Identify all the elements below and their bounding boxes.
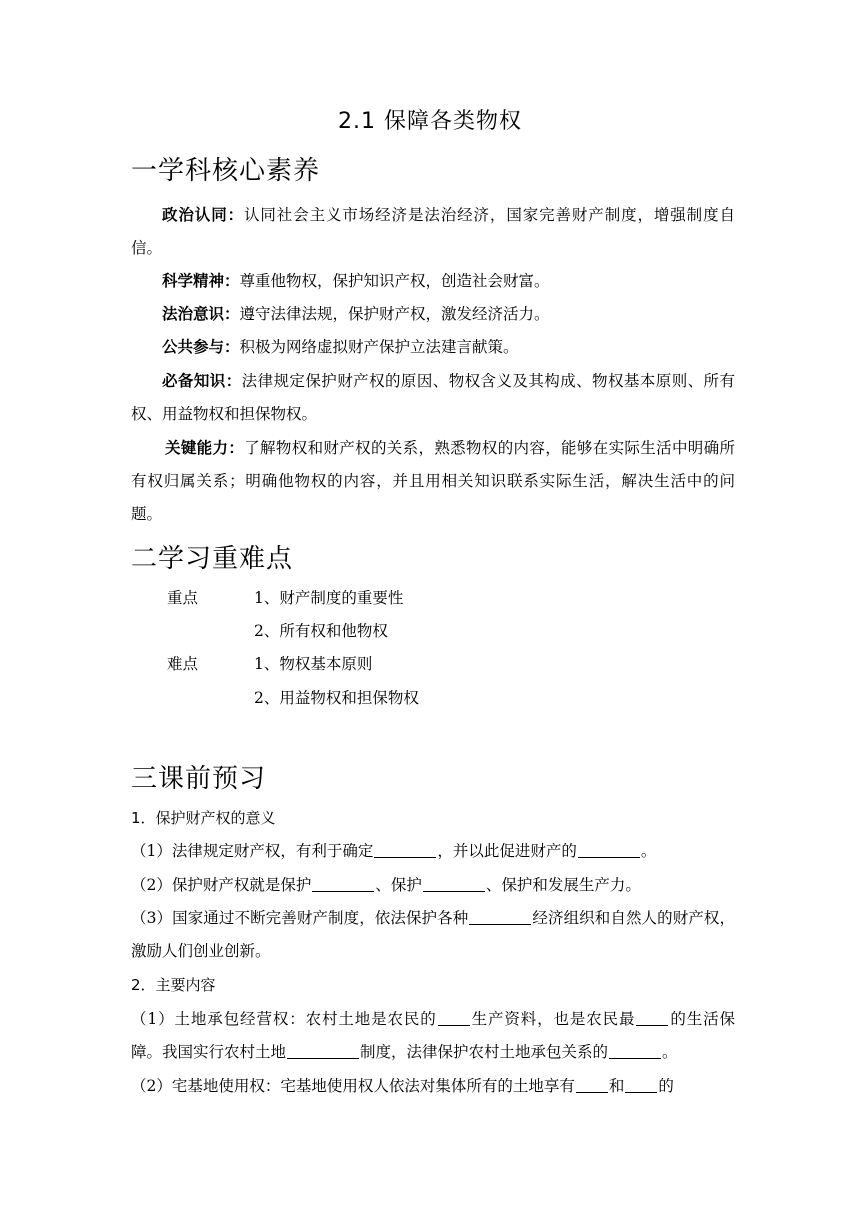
text: 和 (608, 1077, 625, 1095)
text: 了解物权和财产权的关系，熟悉物权的内容，能够在实际生活中明确所有权归属关系；明确他物权的内容，并且用相关知识联系实际生活，解决生活中的问题。 (131, 439, 735, 523)
fill-blank[interactable] (576, 1074, 608, 1093)
text: 。 (640, 842, 657, 860)
fill-blank[interactable] (609, 1040, 661, 1059)
text: 。 (662, 1043, 678, 1061)
text: （3）国家通过不断完善财产制度，依法保护各种 (131, 909, 469, 927)
text: 、保护和发展生产力。 (485, 876, 641, 894)
key-item-2: 2、所有权和他物权 (254, 622, 388, 640)
text: ，并以此促进财产的 (437, 842, 577, 860)
hard-label: 难点 (167, 655, 199, 673)
competency-law (131, 297, 735, 331)
key-item-1: 1、财产制度的重要性 (254, 589, 404, 607)
text: 的生活保障。我国实行农村土地 (131, 1010, 735, 1061)
fill-blank[interactable] (312, 873, 374, 892)
label: 公共参与： (162, 337, 240, 356)
question-1-1 (131, 835, 656, 868)
label: 科学精神： (162, 271, 240, 290)
text: 尊重他物权，保护知识产权，创造社会财富。 (239, 272, 550, 290)
section2-heading: 二学习重难点 (131, 544, 294, 574)
text: （2）宅基地使用权：宅基地使用权人依法对集体所有的土地享有 (131, 1077, 575, 1095)
fill-blank[interactable] (469, 906, 531, 925)
label: 关键能力： (165, 438, 245, 457)
text: 生产资料，也是农民最 (470, 1010, 636, 1028)
competency-science (131, 264, 735, 298)
question-1-2 (131, 869, 641, 902)
fill-blank[interactable] (287, 1040, 359, 1059)
label: 政治认同： (162, 205, 244, 224)
text: 法律规定保护财产权的原因、物权含义及其构成、物权基本原则、所有权、用益物权和担保物权。 (131, 372, 735, 423)
text: 经济组织和自然人的财产权，激励人们创业创新。 (131, 909, 735, 960)
fill-blank[interactable] (374, 839, 436, 858)
question-2-1 (131, 1003, 735, 1069)
text: （1）法律规定财产权，有利于确定 (131, 842, 374, 860)
competency-knowledge (131, 364, 735, 431)
question-2-2 (131, 1070, 674, 1103)
text: 、保护 (375, 876, 422, 894)
section1-heading: 一学科核心素养 (131, 156, 321, 186)
question-2-title: 2．主要内容 (131, 976, 216, 994)
fill-blank[interactable] (578, 839, 640, 858)
fill-blank[interactable] (636, 1007, 668, 1026)
fill-blank[interactable] (438, 1007, 470, 1026)
text: 积极为网络虚拟财产保护立法建言献策。 (239, 338, 519, 356)
text: （2）保护财产权就是保护 (131, 876, 312, 894)
fill-blank[interactable] (423, 873, 485, 892)
text: 制度，法律保护农村土地承包关系的 (360, 1043, 609, 1061)
text: 的 (658, 1077, 674, 1095)
text: 遵守法律法规，保护财产权，激发经济活力。 (239, 305, 550, 323)
key-label: 重点 (167, 589, 199, 607)
competency-public (131, 330, 735, 364)
label: 法治意识： (162, 304, 240, 323)
text: 认同社会主义市场经济是法治经济，国家完善财产制度，增强制度自信。 (131, 206, 735, 257)
hard-item-1: 1、物权基本原则 (254, 655, 373, 673)
question-1-title: 1．保护财产权的意义 (131, 809, 276, 827)
label: 必备知识： (162, 371, 242, 390)
question-1-3 (131, 902, 735, 968)
hard-item-2: 2、用益物权和担保物权 (254, 689, 419, 707)
competency-political (131, 198, 735, 265)
section3-heading: 三课前预习 (131, 764, 267, 794)
text: （1）土地承包经营权：农村土地是农民的 (131, 1010, 437, 1028)
fill-blank[interactable] (625, 1074, 657, 1093)
competency-ability (131, 431, 735, 531)
document-title: 2.1 保障各类物权 (338, 109, 522, 134)
